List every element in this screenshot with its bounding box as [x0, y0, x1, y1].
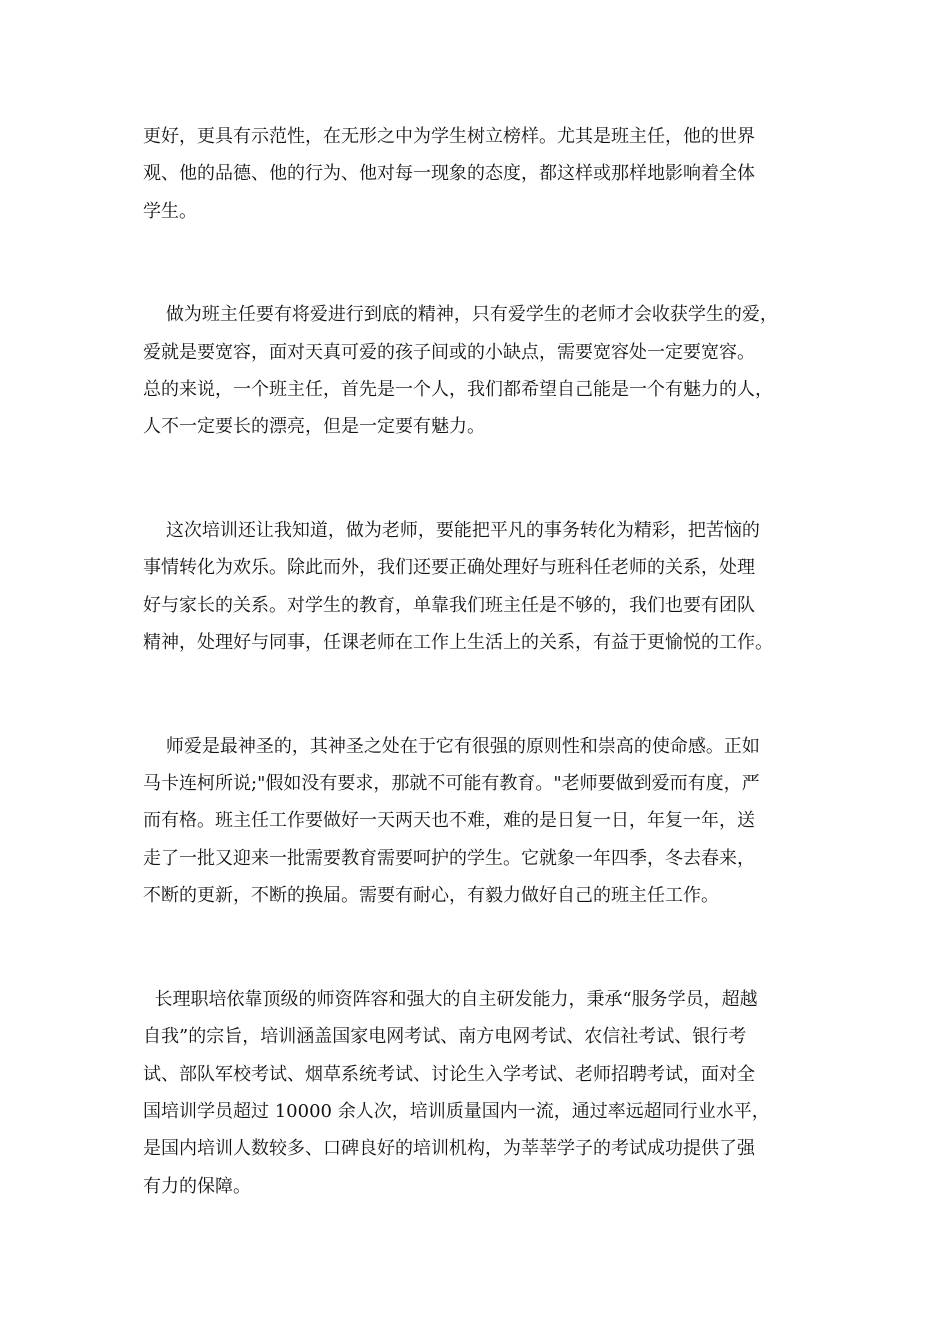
paragraph-line: 好与家长的关系。对学生的教育，单靠我们班主任是不够的，我们也要有团队	[143, 595, 755, 616]
paragraph-line: 是国内培训人数较多、口碑良好的培训机构，为莘莘学子的考试成功提供了强	[143, 1138, 755, 1159]
paragraph-line: 观、他的品德、他的行为、他对每一现象的态度，都这样或那样地影响着全体	[143, 163, 755, 184]
paragraph-line: 有力的保障。	[143, 1176, 251, 1197]
paragraph-line: 师爱是最神圣的，其神圣之处在于它有很强的原则性和崇高的使命感。正如	[143, 736, 760, 757]
paragraph-line: 而有格。班主任工作要做好一天两天也不难，难的是日复一日，年复一年，送	[143, 810, 755, 831]
paragraph-line: 事情转化为欢乐。除此而外，我们还要正确处理好与班科任老师的关系，处理	[143, 557, 755, 578]
paragraph-line: 学生。	[143, 201, 197, 222]
paragraph-line: 爱就是要宽容，面对天真可爱的孩子间或的小缺点，需要宽容处一定要宽容。	[143, 342, 755, 363]
paragraph-line: 马卡连柯所说;"假如没有要求，那就不可能有教育。"老师要做到爱而有度，严	[143, 773, 760, 794]
paragraph-line: 这次培训还让我知道，做为老师，要能把平凡的事务转化为精彩，把苦恼的	[143, 520, 760, 541]
paragraph-line: 做为班主任要有将爱进行到底的精神，只有爱学生的老师才会收获学生的爱，	[143, 304, 778, 325]
paragraph-line: 自我”的宗旨，培训涵盖国家电网考试、南方电网考试、农信社考试、银行考	[143, 1026, 747, 1047]
paragraph-line: 精神，处理好与同事，任课老师在工作上生活上的关系，有益于更愉悦的工作。	[143, 632, 773, 653]
paragraph-line: 更好，更具有示范性，在无形之中为学生树立榜样。尤其是班主任，他的世界	[143, 126, 755, 147]
paragraph-line: 长理职培依靠顶级的师资阵容和强大的自主研发能力，秉承“服务学员，超越	[143, 989, 758, 1010]
paragraph-line: 国培训学员超过 10000 余人次，培训质量国内一流，通过率远超同行业水平，	[143, 1101, 770, 1122]
paragraph-line: 试、部队军校考试、烟草系统考试、讨论生入学考试、老师招聘考试，面对全	[143, 1064, 755, 1085]
paragraph-line: 不断的更新，不断的换届。需要有耐心，有毅力做好自己的班主任工作。	[143, 885, 719, 906]
paragraph-line: 走了一批又迎来一批需要教育需要呵护的学生。它就象一年四季，冬去春来，	[143, 848, 755, 869]
paragraph-line: 人不一定要长的漂亮，但是一定要有魅力。	[143, 416, 485, 437]
paragraph-line: 总的来说，一个班主任，首先是一个人，我们都希望自己能是一个有魅力的人，	[143, 379, 773, 400]
